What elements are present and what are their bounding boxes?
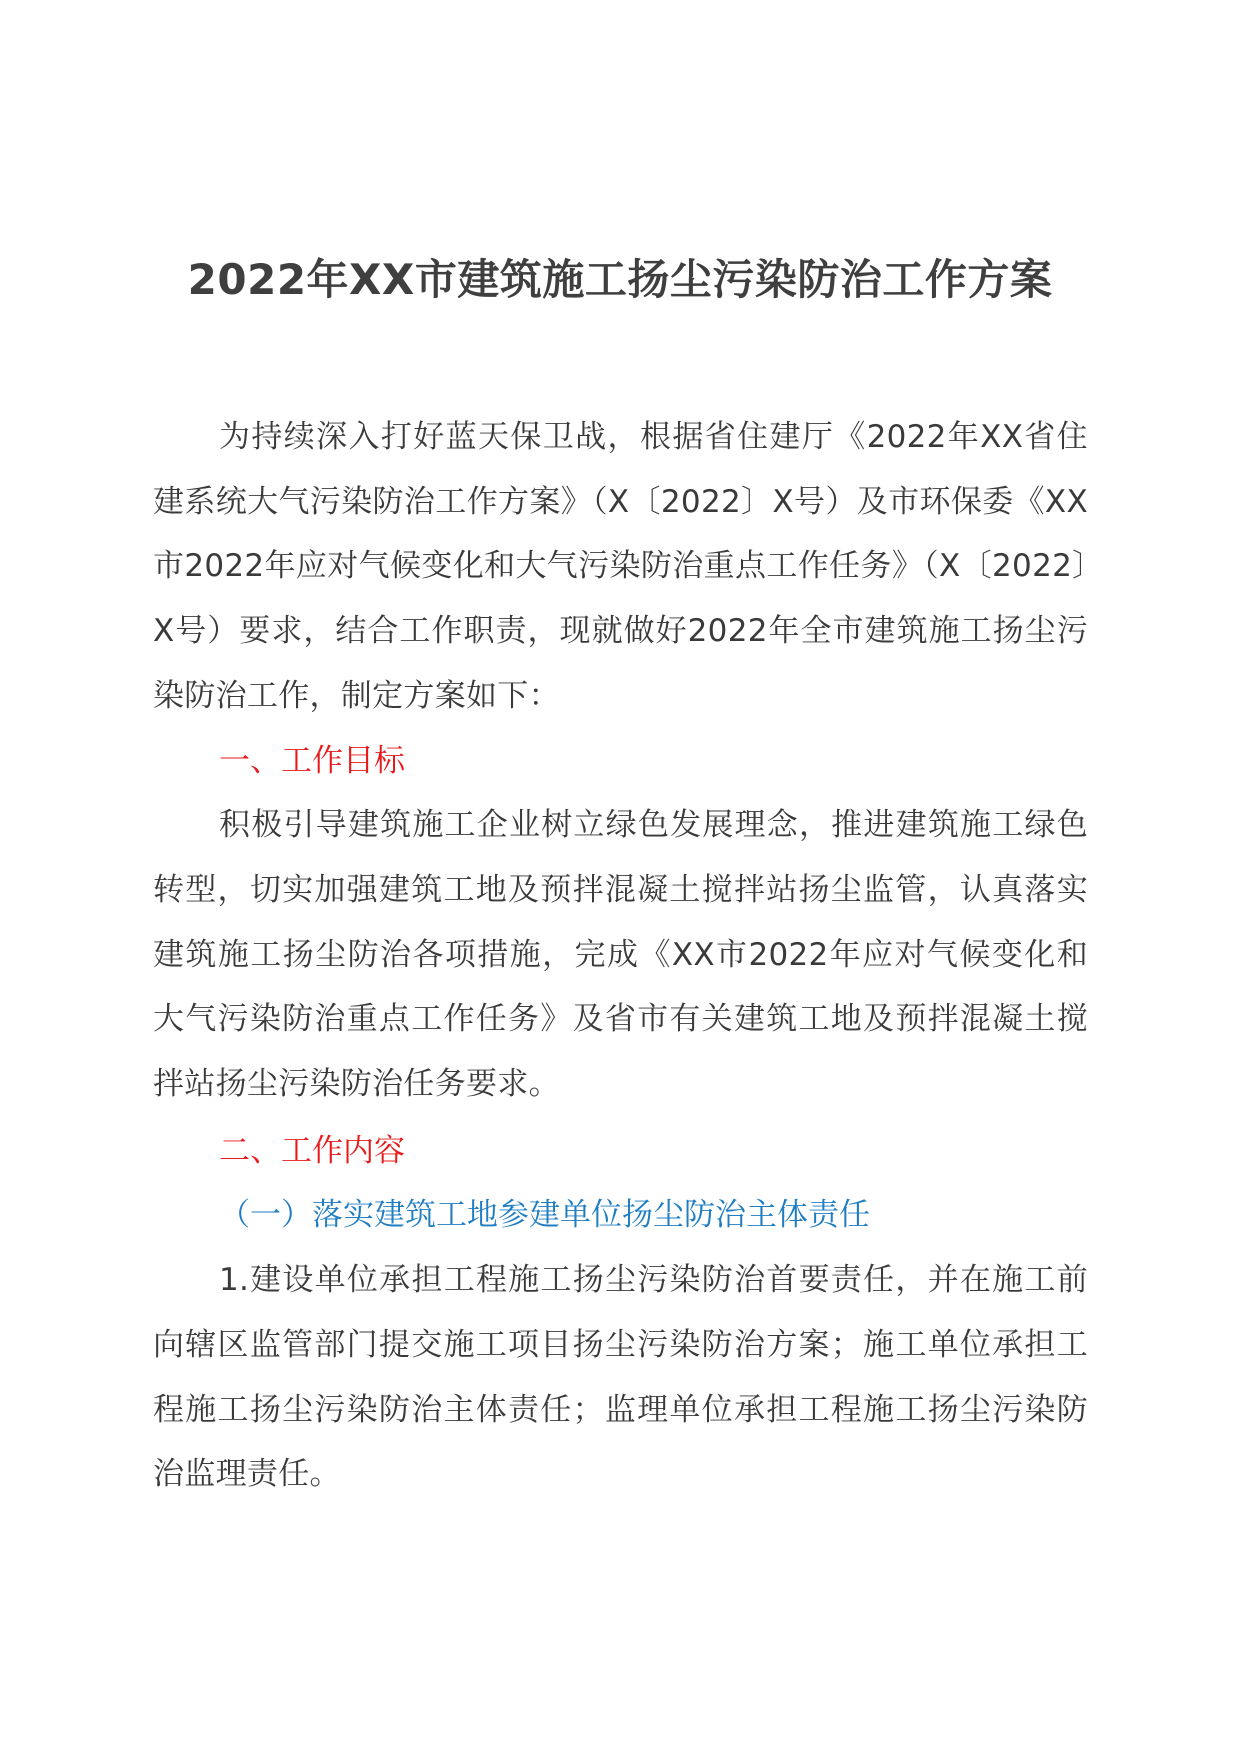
document-body xyxy=(153,405,1088,1507)
section-heading-goals: 一、工作目标 xyxy=(219,742,405,779)
subsection-heading-responsibility: （一）落实建筑工地参建单位扬尘防治主体责任 xyxy=(219,1197,870,1234)
item-1-paragraph: 1.建设单位承担工程施工扬尘污染防治首要责任，并在施工前向辖区监管部门提交施工项目扬尘污染防治方案；施工单位承担工程施工扬尘污染防治主体责任；监理单位承担工程施工扬尘污染防治监理责任。 xyxy=(153,1262,1088,1493)
section-heading-content: 二、工作内容 xyxy=(219,1132,405,1169)
goals-paragraph: 积极引导建筑施工企业树立绿色发展理念，推进建筑施工绿色转型，切实加强建筑工地及预拌混凝土搅拌站扬尘监管，认真落实建筑施工扬尘防治各项措施，完成《XX市2022年应对气候变化和大气污染防治重点工作任务》及省市有关建筑工地及预拌混凝土搅拌站扬尘污染防治任务要求。 xyxy=(153,807,1088,1103)
document-title: 2022年XX市建筑施工扬尘污染防治工作方案 xyxy=(187,255,1053,304)
intro-paragraph: 为持续深入打好蓝天保卫战，根据省住建厅《2022年XX省住建系统大气污染防治工作方案》（X〔2022〕X号）及市环保委《XX市2022年应对气候变化和大气污染防治重点工作任务》（X〔2022〕X号）要求，结合工作职责，现就做好2022年全市建筑施工扬尘污染防治工作，制定方案如下： xyxy=(153,419,1088,714)
